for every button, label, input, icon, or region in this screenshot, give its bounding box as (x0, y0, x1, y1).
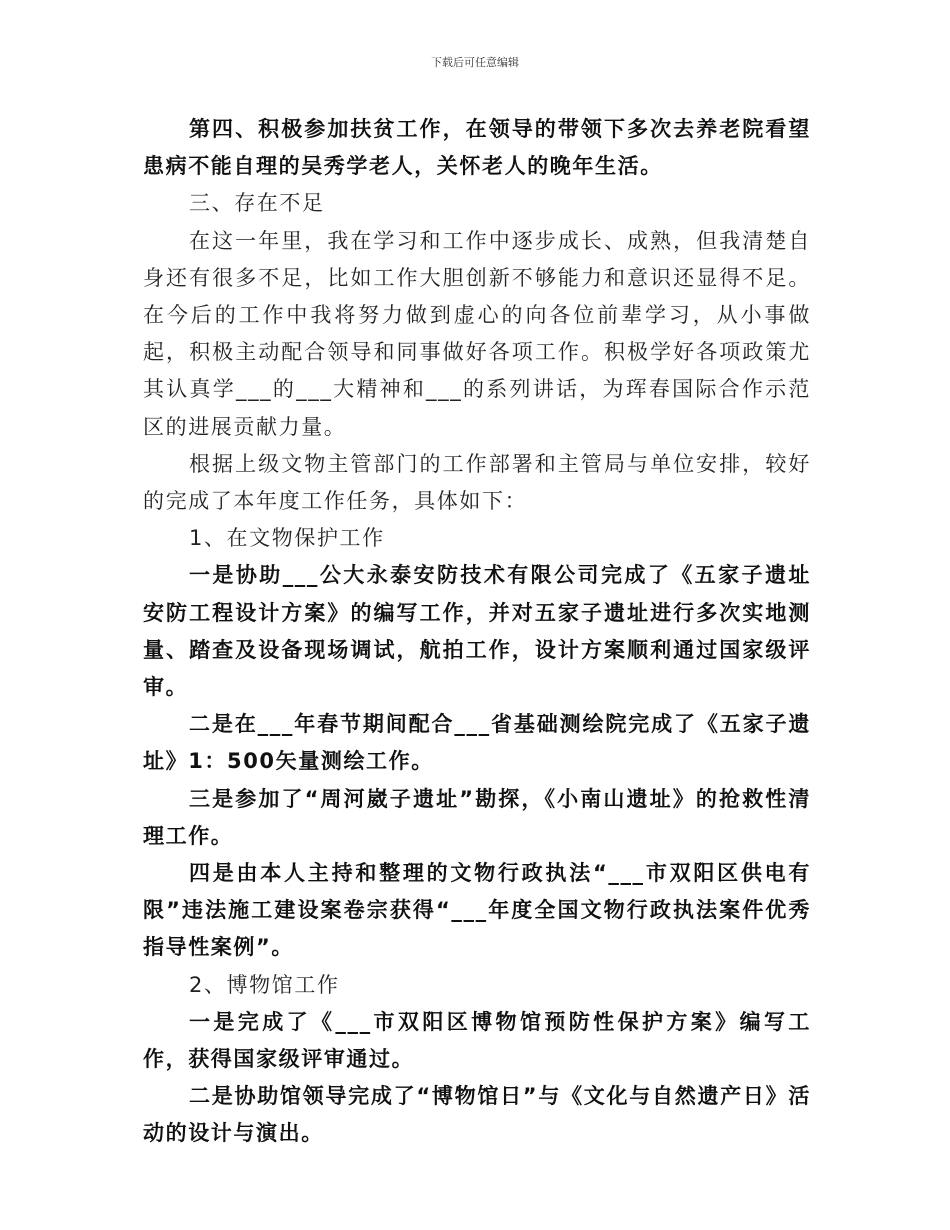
paragraph-museum-item-1: 一是完成了《___市双阳区博物馆预防性保护方案》编写工作，获得国家级评审通过。 (143, 1009, 811, 1072)
paragraph-relic-item-3: 三是参加了“周河崴子遗址”勘探，《小南山遗址》的抢救性清理工作。 (143, 786, 811, 848)
section-heading-museum: 2、博物馆工作 (189, 972, 340, 997)
section-heading-relic-protection: 1、在文物保护工作 (189, 526, 385, 551)
document-body (143, 111, 811, 1153)
paragraph-shortcomings: 在这一年里，我在学习和工作中逐步成长、成熟，但我清楚自身还有很多不足，比如工作大胆创新不够能力和意识还显得不足。在今后的工作中我将努力做到虚心的向各位前辈学习，从小事做起，积极主动配合领导和同事做好各项工作。积极学好各项政策尤其认真学___的___大精神和___的系列讲话，为珲春国际合作示范区的进展贡献力量。 (143, 228, 811, 439)
paragraph-summary-intro: 根据上级文物主管部门的工作部署和主管局与单位安排，较好的完成了本年度工作任务，具体如下： (143, 451, 811, 514)
paragraph-relic-item-2: 二是在___年春节期间配合___省基础测绘院完成了《五家子遗址》1：500矢量测绘工作。 (143, 712, 811, 774)
paragraph-relic-item-1: 一是协助___公大永泰安防技术有限公司完成了《五家子遗址安防工程设计方案》的编写工作，并对五家子遗址进行多次实地测量、踏查及设备现场调试，航拍工作，设计方案顺利通过国家级评审。 (143, 563, 811, 700)
page-header: 下载后可任意编辑 (431, 56, 519, 69)
paragraph-relic-item-4: 四是由本人主持和整理的文物行政执法“___市双阳区供电有限”违法施工建设案卷宗获得“___年度全国文物行政执法案件优秀指导性案例”。 (143, 861, 811, 960)
paragraph-museum-item-2: 二是协助馆领导完成了“博物馆日”与《文化与自然遗产日》活动的设计与演出。 (143, 1084, 811, 1146)
paragraph-poverty-relief: 第四、积极参加扶贫工作，在领导的带领下多次去养老院看望患病不能自理的吴秀学老人，关怀老人的晚年生活。 (143, 117, 811, 179)
section-heading-shortcomings: 三、存在不足 (189, 191, 325, 216)
